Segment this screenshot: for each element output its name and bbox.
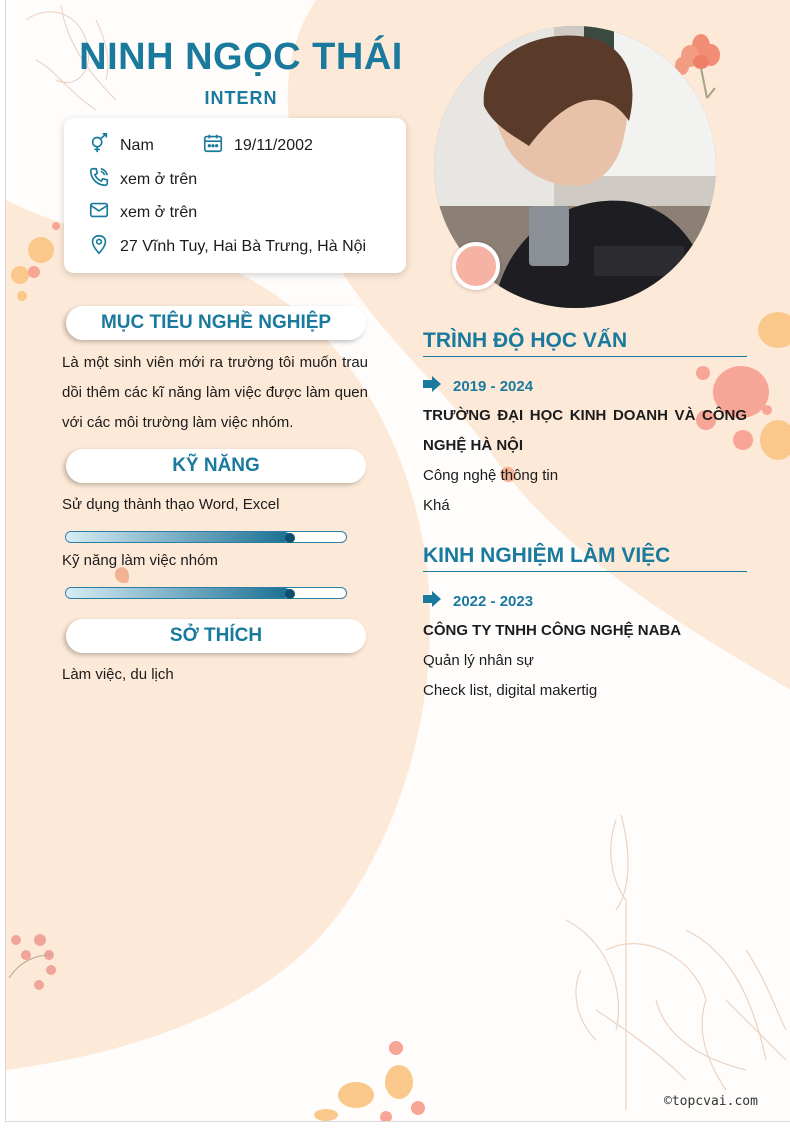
location-icon [88,233,120,260]
gender-icon [88,132,120,159]
watermark-credit: ©topcvai.com [664,1094,758,1109]
skill-bar [65,531,347,543]
skills-heading: KỸ NĂNG [66,449,366,483]
dob-value: 19/11/2002 [234,136,313,154]
objective-heading: MỤC TIÊU NGHỀ NGHIỆP [66,306,366,340]
education-major: Công nghệ thông tin [423,467,559,484]
candidate-name: NINH NGỌC THÁI [79,36,403,78]
education-period [423,376,533,396]
mail-icon [88,199,120,226]
gender-row [88,132,154,159]
phone-icon [88,166,120,193]
education-heading: TRÌNH ĐỘ HỌC VẤN [423,329,747,357]
address-row [88,233,366,260]
contact-card [64,118,406,273]
cv-page [5,0,790,1122]
skill-bar-knob [285,589,295,599]
skill-bar-fill [66,532,290,542]
skill-bar [65,587,347,599]
skill-bar-knob [285,533,295,543]
skill-label: Kỹ năng làm việc nhóm [62,552,218,569]
lily-outline-bottom-right [566,815,786,1110]
photo-accent-dot [452,242,500,290]
candidate-role: INTERN [204,88,278,108]
education-period-text: 2019 - 2024 [453,377,534,395]
email-value: xem ở trên [120,203,198,221]
experience-heading: KINH NGHIỆM LÀM VIỆC [423,544,747,572]
address-value: 27 Vĩnh Tuy, Hai Bà Trưng, Hà Nội [120,237,367,255]
hobbies-heading: SỞ THÍCH [66,619,366,653]
objective-text: Là một sinh viên mới ra trường tôi muốn trau dồi thêm các kĩ năng làm việc được làm quen với các môi trường làm việc nhóm. [62,354,368,431]
calendar-icon [202,132,234,159]
arrow-icon [423,591,453,611]
education-grade: Khá [423,497,450,514]
gender-value: Nam [120,136,154,154]
experience-position: Quản lý nhân sự [423,652,534,669]
email-row [88,199,197,226]
education-school: TRƯỜNG ĐẠI HỌC KINH DOANH VÀ CÔNG NGHỆ HÀ NỘI [423,407,747,454]
experience-period-text: 2022 - 2023 [453,592,534,610]
arrow-icon [423,376,453,396]
phone-value: xem ở trên [120,170,198,188]
experience-company: CÔNG TY TNHH CÔNG NGHỆ NABA [423,622,682,639]
skill-bar-fill [66,588,290,598]
experience-period [423,591,533,611]
dob-row [202,132,313,159]
skill-label: Sử dụng thành thạo Word, Excel [62,496,280,513]
bottom-dots [314,1041,425,1122]
phone-row [88,166,197,193]
hobbies-text: Làm việc, du lịch [62,666,174,683]
experience-tasks: Check list, digital makertig [423,682,598,699]
